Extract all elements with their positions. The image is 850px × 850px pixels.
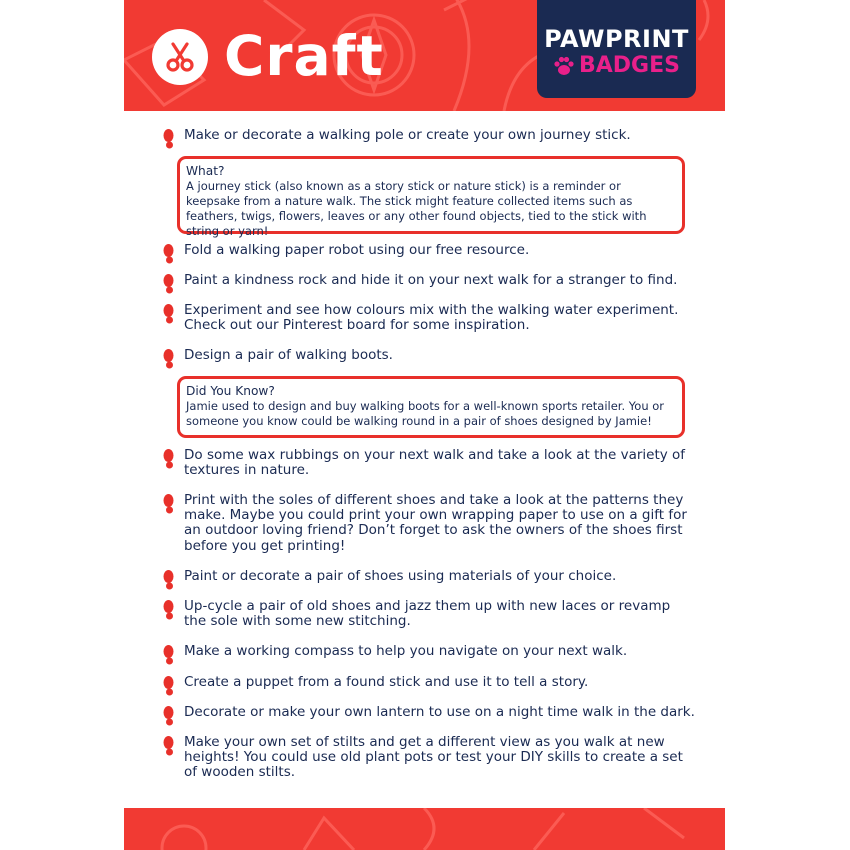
did-you-know-title: Did You Know? — [186, 384, 275, 398]
activity-text: Make or decorate a walking pole or create your own journey stick. — [184, 127, 631, 143]
activity-text: Paint or decorate a pair of shoes using materials of your choice. — [184, 568, 617, 584]
list-item — [155, 273, 695, 294]
footprint-icon — [155, 493, 184, 514]
activity-text: Do some wax rubbings on your next walk and take a look at the variety of textures in nature. — [184, 447, 686, 479]
activity-text: Design a pair of walking boots. — [184, 347, 393, 363]
brand-name-row — [537, 53, 696, 79]
footprint-icon — [155, 348, 184, 369]
activity-text: Experiment and see how colours mix with the walking water experiment. Check out our Pinterest board for some inspiration. — [184, 302, 679, 334]
did-you-know-body: Jamie used to design and buy walking boots for a well-known sports retailer. You or someone you know could be walking round in a pair of shoes designed by Jamie! — [186, 399, 665, 428]
activity-text: Paint a kindness rock and hide it on your next walk for a stranger to find. — [184, 272, 678, 288]
list-item — [155, 448, 695, 478]
list-item — [155, 243, 695, 264]
activity-text: Make a working compass to help you navigate on your next walk. — [184, 643, 628, 659]
what-box-title: What? — [186, 164, 225, 178]
footprint-icon — [155, 243, 184, 264]
list-item — [155, 644, 695, 665]
paw-icon — [553, 55, 575, 77]
activity-text: Up-cycle a pair of old shoes and jazz them up with new laces or revamp the sole with some new stitching. — [184, 598, 671, 630]
list-item — [155, 705, 695, 726]
footprint-icon — [155, 705, 184, 726]
list-item — [155, 348, 695, 369]
list-item — [155, 735, 695, 781]
footprint-icon — [155, 569, 184, 590]
brand-logo — [537, 0, 696, 98]
activity-text: Make your own set of stilts and get a different view as you walk at new heights! You could use old plant pots or test your DIY skills to create a set of wooden stilts. — [184, 734, 683, 781]
list-item — [155, 493, 695, 554]
footprint-icon — [155, 644, 184, 665]
brand-name-top: PAWPRINT — [544, 25, 689, 53]
list-item — [155, 599, 695, 629]
footer-banner — [124, 808, 725, 850]
page-title: Craft — [224, 24, 384, 88]
scissors-icon — [163, 40, 197, 74]
footprint-icon — [155, 273, 184, 294]
activity-text: Create a puppet from a found stick and use it to tell a story. — [184, 674, 589, 690]
list-item — [155, 569, 695, 590]
footer-pattern — [124, 808, 725, 850]
brand-name-bottom: BADGES — [579, 53, 680, 78]
footprint-icon — [155, 675, 184, 696]
footprint-icon — [155, 735, 184, 756]
footprint-icon — [155, 599, 184, 620]
footprint-icon — [155, 303, 184, 324]
what-box-body: A journey stick (also known as a story stick or nature stick) is a reminder or keepsake from a nature walk. The stick might feature collected items such as feathers, twigs, flowers, leaves or any other found objects, tied to the stick with string or yarn! — [186, 179, 647, 238]
list-item — [155, 675, 695, 696]
title-icon-circle — [152, 29, 208, 85]
footprint-icon — [155, 128, 184, 149]
did-you-know-box — [177, 376, 685, 438]
header-banner — [124, 0, 725, 111]
list-item — [155, 303, 695, 333]
what-info-box — [177, 156, 685, 238]
activity-text: Fold a walking paper robot using our free resource. — [184, 242, 530, 258]
list-item — [155, 128, 695, 149]
activity-text: Print with the soles of different shoes and take a look at the patterns they make. Maybe you could print your own wrapping paper to use on a gift for an outdoor loving friend? Don’t forget to ask the owners of the shoes first before you get printing! — [184, 492, 687, 554]
badge-page — [124, 0, 725, 850]
footprint-icon — [155, 448, 184, 469]
activity-text: Decorate or make your own lantern to use on a night time walk in the dark. — [184, 704, 695, 720]
